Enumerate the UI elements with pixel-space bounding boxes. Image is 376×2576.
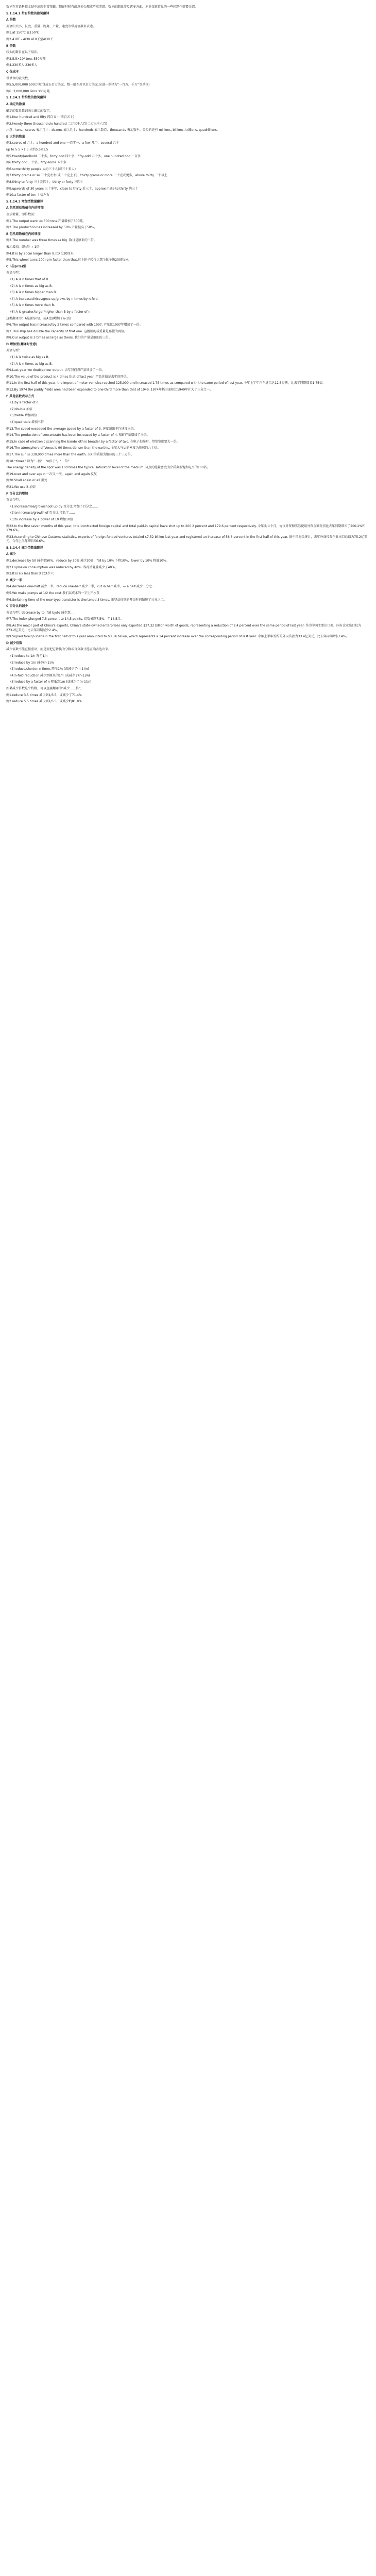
text-line: (1)by a factor of n. xyxy=(10,401,40,405)
text-line: 例4.230多人 230多人 xyxy=(6,63,38,67)
text-line: 例18.“times” 译为“…倍”，“n倍于”，“…倍” xyxy=(6,459,70,463)
text-line: 减少倍数不能直接照译，而是要把它转换为分数或百分数才能正确表达出来。 xyxy=(6,648,112,652)
text-line: 例8.thirty to forty 三十到四十，thirty or forty 三四十 xyxy=(6,180,84,184)
text-line: 确定的数量数词表示确切的数字， xyxy=(6,109,53,113)
text-line: 例20.Shall again or all 重复 xyxy=(6,479,47,483)
text-line: 例9.Last year we doubled our output. 去年我们将产量增加了一倍。 xyxy=(6,368,105,372)
text-line: 例2.twenty-three thousand six hundred 二万三千六百(二万三千六百) xyxy=(6,122,108,126)
section-heading: 5.1.14.2 带约数的数词翻译 xyxy=(6,96,46,100)
text-line: 较大的数目在以下用法。 xyxy=(6,50,41,55)
text-line: 例3.It is six less than X 比X少六 xyxy=(6,572,54,576)
text-line: 例1.reduce 3.5 times 减少到1/3.5，或减少了71.4% xyxy=(6,693,82,697)
text-line: 例6. 3,000,000 Tons 300万吨 xyxy=(6,89,50,93)
text-line: (3)to increase by a power of 10 增加10倍 xyxy=(10,517,73,521)
text-line: 例1.decrease by 50 减少至50%，reduce by 30% 减少30%，fall by 10% 下降10%，lower by 10% 降低10%。 xyxy=(6,559,169,563)
text-line: 例3.scores of 几十，a hundred and one 一百零一，a few 几个，several 几个 xyxy=(6,141,119,145)
text-line: 英语中大小、长度、重量、距离、产量、速度等常用倍数来表达。 xyxy=(6,24,96,28)
section-heading: D 增加型(翻译时注意) xyxy=(6,342,38,346)
text-line: 例3.The number was three times as big. 数目是原来的三倍。 xyxy=(6,239,97,243)
text-line: 例7.This ship has double the capacity of that one. 这艘船的载重量是那艘的两倍。 xyxy=(6,329,127,333)
section-heading: E 其他倍数表示方式 xyxy=(6,394,35,398)
text-line: 例5.This wheel turns 200 rpm faster than that.这个轮子转得比那个轮子快200转/分。 xyxy=(6,258,131,262)
text-line: 英语句型：decrease by to, fall by/to 减少到…… xyxy=(6,611,77,615)
text-line: (5)reduce by a factor of n 降低到1/n (或减少了(n-1)/n) xyxy=(10,680,92,684)
text-line: 例5.twenty(and)odd 二十多，forty odd 四十多，fifty-odd 五十多，one hundred odd 一百多 xyxy=(6,154,141,158)
text-line: (2) A is n times as big as B. xyxy=(10,284,53,288)
text-line: (4)quadruple 增加三倍 xyxy=(10,420,44,424)
text-line: 例10.The value of the product is 4 times that of last year. 产品价值是去年的四倍。 xyxy=(6,375,130,379)
text-line: (1)increase/rise/grow/shoot up by 百分比 增加了百分之…… xyxy=(10,504,98,509)
text-line: 例22.In the first seven months of this year, total contracted foreign capital and total paid-in capital have shot up to 200.2 percent and 179.6 percent respectively. 今年头七个月，协议外资和实际使用外资金额分别比去年同期增长了200.2%和179.6%。 xyxy=(6,524,366,533)
text-line: 例10.a factor of ten 十倍左右 xyxy=(6,193,50,197)
text-line: (3)treble 增加两倍 xyxy=(10,414,37,418)
section-heading: B 包括原数值在内的增加 xyxy=(6,232,41,236)
text-line: (4)n-fold reduction 减少到原来的1/n (或减少了(n-1)/n) xyxy=(10,673,90,677)
text-line: 例9.Signed foreign loans in the first half of this year amounted to $3.34 billion, which represents a 14 percent increase over the corresponding period of last year. 今年上半年签约的外国贷款为33.4亿美元，比去年同期增长14%。 xyxy=(6,635,349,639)
text-line: 例4.It is by 20cm longer than X.比X长20厘米 xyxy=(6,251,74,256)
text-line: 例2.410F - 4/30 410下至4/30下 xyxy=(6,37,53,41)
text-line: 例4.decrease one-half 减少一半，reduce one-half 减少一半，cut in half 减半，— a half 减少二分之一 xyxy=(6,585,156,589)
text-line: 例8.Our output is 3 times as large as theirs. 我们的产量是他们的三倍。 xyxy=(6,336,112,340)
section-heading: 5.1.14.4 减少型数量翻译 xyxy=(6,546,43,550)
text-line: 例2.The production has increased by 50%.产量提高了50%。 xyxy=(6,226,97,230)
text-line: (1)reduce to 1/n 降至1/n xyxy=(10,654,48,658)
text-line: 例19.over and over again 一次又一次，again and again 反复 xyxy=(6,472,97,476)
text-line: 这类翻译为：A是B的n倍，或A比B增加了n-1倍 xyxy=(6,316,72,320)
section-heading: B 减少一半 xyxy=(6,578,22,582)
document-body xyxy=(0,0,376,704)
text-line: 例1.at 150℃ 在150℃ xyxy=(6,31,39,35)
text-line: 例12.By 1974 the paddy fields area had been expanded to one-third more than that of 1949. 1974年稻田面积比1949年扩大了三分之一。 xyxy=(6,388,213,392)
text-line: up to 5.5 ×1.5 大约5.5×1.5 xyxy=(6,148,48,152)
text-line: 例17.The sun is 330,000 times more than the earth. 太阳的质量为地球的三十三万倍。 xyxy=(6,452,134,456)
text-line: (4) A increased/rises/goes up/grows by n times/by n-fold. xyxy=(10,297,99,301)
section-heading: A 减少 xyxy=(6,552,16,556)
text-line: 例6.Switching time of the new-type transistor is shortened 3 times. 新型晶体管的开关时间缩短了三分之二。 xyxy=(6,598,167,602)
text-line: The energy density of the spot was 100 times the typical saturation level of the medium. 斑点的能量密度为介质典型饱和电平的100倍。 xyxy=(6,466,210,470)
text-line: 例5.5,000,000 500万美元(或五百万美元，数一般不用以百万美元,应进一步译为“一百万，千万”等单位) xyxy=(6,83,150,87)
text-line: (1) A is twice as big as B. xyxy=(10,355,49,360)
text-line: 注意：tens、scores 表示几十；dozens 表示几十；hundreds 表示数百；thousands 表示数千。类似的还有 millions, billions, trillions, quadrillions。 xyxy=(6,128,220,132)
section-heading: F 百分比的增加 xyxy=(6,492,28,496)
text-line: 例21.We use it 加倍 xyxy=(6,485,36,489)
text-line: 例2.Explosion consumption was reduced by 40%. 炸药消耗量减少了40%。 xyxy=(6,565,118,569)
text-line: (5) A is n times more than B. xyxy=(10,303,55,308)
text-line: 例2.reduce 5.5 times 减少到1/5.5，或减少约81.8% xyxy=(6,700,82,704)
section-heading: D 减少倍数 xyxy=(6,641,23,645)
text-line: 例6.some thirty people 大约三十人(或三十来人) xyxy=(6,167,76,171)
text-line: 例13.The speed exceeded the average speed by a factor of 3. 速度超出平均速度三倍。 xyxy=(6,427,137,431)
section-heading: C n倍(n%)型 xyxy=(6,264,26,268)
section-heading: A 倍数 xyxy=(6,18,16,22)
text-line: (6) A is greater/larger/higher than B by a factor of n. xyxy=(10,310,92,314)
text-line: 例8.As the major port of China's exports, China's state-owned enterprises only exported $27.32 billion worth of goods, representing a reduction of 2.4 percent over the same period of last year. 作为中国主要出口商，国有企业出口仅为273.2亿美元，比去年同期减少2.4%。 xyxy=(6,624,362,632)
text-line: (2)an increase/growth of 百分比 增长了…… xyxy=(10,511,75,515)
text-line: (3) A is n times bigger than B. xyxy=(10,291,57,295)
section-heading: C 保成本 xyxy=(6,70,19,74)
section-heading: 5.1.14.3 增加型数量翻译 xyxy=(6,199,43,204)
text-line: 表示增加，即n倍 → 1倍 xyxy=(6,245,40,249)
text-line: 英语句型： xyxy=(6,498,22,502)
section-heading: A 确定的数量 xyxy=(6,102,25,106)
text-line: 例7.The index plunged 7.5 percent to 14.5 points. 指数暴跌7.5%，至14.5点。 xyxy=(6,617,124,621)
text-line: 例14.The production of concentrate has been increased by a factor of 4. 精矿产量增加了三倍。 xyxy=(6,433,150,437)
text-line: 例6.thirty odd 三十多，fifty-some 五十多 xyxy=(6,161,67,165)
text-line: 表示增量，即倍数前： xyxy=(6,213,38,216)
section-heading: C 百分比的减少 xyxy=(6,604,28,608)
section-heading: B 大约的数量 xyxy=(6,134,25,139)
text-line: 例11.In the first half of this year, the import of motor vehicles reached 125,000 and increased 1.75 times as compared with the same period of last year. 今年上半年汽车进口达12.5万辆，比去年同期增长1.75倍。 xyxy=(6,381,326,385)
section-heading: 5.1.14.1 带有约数的数词翻译 xyxy=(6,11,49,15)
text-line: (2) A is n times as big as B. xyxy=(10,362,53,366)
text-line: 例3.5.5×10⁶ tons 550万吨 xyxy=(6,57,46,61)
text-line: (2)double 加倍 xyxy=(10,407,32,411)
text-line: 例16.The atmosphere of Venus is 90 times denser than the earth's. 金星大气层的密度为地球的九十倍。 xyxy=(6,446,161,450)
text-line: 例1.four hundred and fifty 四百五十(四百五十) xyxy=(6,115,75,120)
section-heading: B 倍数 xyxy=(6,44,16,48)
text-line: 例9.upwards of 30 years 三十多年，close to thirty 近三十，approximate to thirty 约三十 xyxy=(6,187,139,191)
text-line: (2)reduce by 1/n 减少(n-1)/n xyxy=(10,660,54,665)
text-line: 英语句型： xyxy=(6,349,22,353)
text-line: (3)reduce/shorten n times 降至1/n (或减少了(n-1)/n) xyxy=(10,667,89,671)
section-heading: A 包括原始数值在内的增加 xyxy=(6,206,44,210)
text-line: (1) A is n times that of B. xyxy=(10,277,49,281)
text-line: 例15.In case of electronic scanning the bandwidth is broader by a factor of two. 在电子扫描时，带宽宽度要大一倍。 xyxy=(6,439,180,444)
text-line: 例1.The output went up 300 tons.产量增加了300吨。 xyxy=(6,219,86,223)
text-line: 带单位的较大数， xyxy=(6,76,31,80)
text-line: 数词在英语科技文献中出现非常频繁，翻译时稍有疏忽便会酿成严重差错。数词的翻译涉及诸多方面，本节仅就常见的一些问题作简要介绍。 xyxy=(6,5,198,9)
text-line: 英语句型： xyxy=(6,271,22,275)
text-line: 例6.The output has increased by 2 times compared with 1997. 产量比1997年增加了一倍。 xyxy=(6,323,143,327)
text-line: 例7.thirty grams or so 三十克左右(或三十克上下)，thirty grams or more 三十克或更多，above thirty 三十以上 xyxy=(6,174,167,178)
text-line: 如果减少倍数是个约数，可以直接翻译为“减少……倍”。 xyxy=(6,686,84,690)
text-line: 例23.According to Chinese Customs statistics, exports of foreign-funded ventures totaled $7.52 billion last year and registered an increase of 56.6 percent in the first half of this year. 据中国海关统计，去年外商投资企业出口总值为75.2亿美元，今年上半年增长56.6%。 xyxy=(6,535,367,544)
text-line: 例5.We make pumps at 1/2 the cost 我们以成本的一半生产水泵 xyxy=(6,591,100,596)
